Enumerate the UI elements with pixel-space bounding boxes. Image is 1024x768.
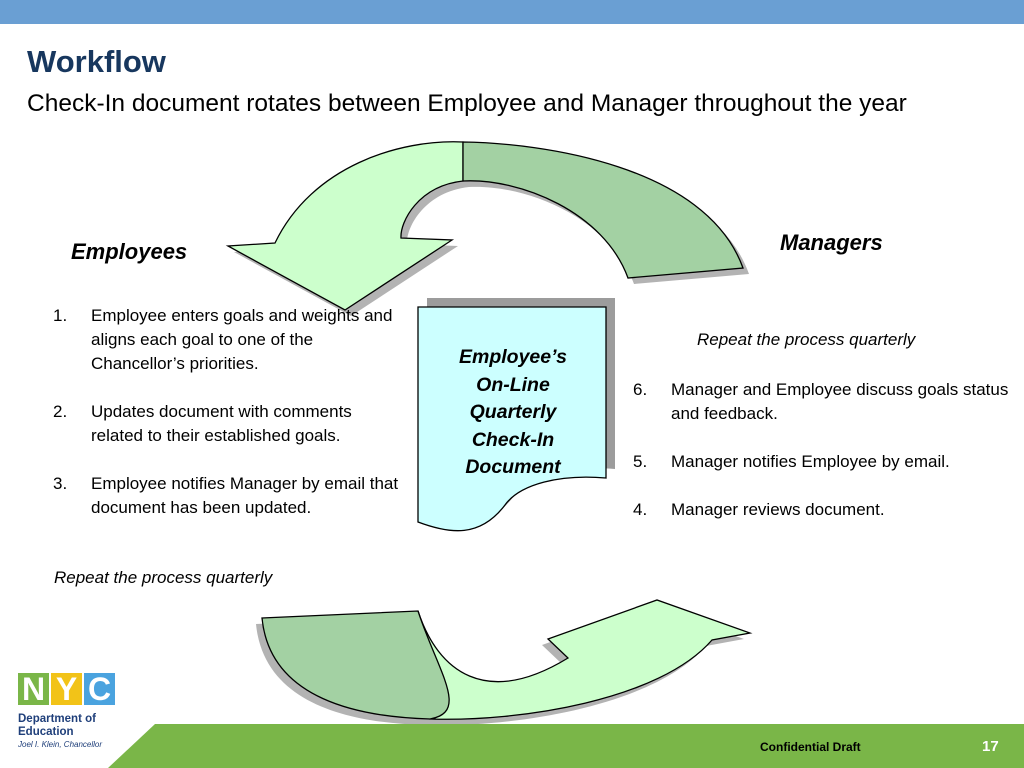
list-item <box>633 450 1018 474</box>
managers-label: Managers <box>780 230 883 255</box>
top-arrow-dark-part <box>463 142 743 278</box>
logo-letter-n: N <box>18 673 49 705</box>
step-text: Manager notifies Employee by email. <box>671 452 950 471</box>
top-cycle-arrow <box>228 142 749 316</box>
top-arrow-light-part <box>228 142 463 310</box>
step-number: 3. <box>53 474 68 493</box>
step-text: Manager and Employee discuss goals status and feedback. <box>671 380 1009 423</box>
list-item <box>53 472 403 520</box>
bottom-arrow-dark-part <box>262 611 449 719</box>
managers-repeat-note: Repeat the process quarterly <box>697 330 916 349</box>
page-subtitle: Check-In document rotates between Employee and Manager throughout the year <box>27 90 907 117</box>
document-label-line: Document <box>465 456 561 478</box>
step-number: 5. <box>633 452 648 471</box>
step-number: 4. <box>633 500 648 519</box>
page-title: Workflow <box>27 44 166 79</box>
step-number: 1. <box>53 306 68 325</box>
step-text: Employee enters goals and weights and aligns each goal to one of the Chancellor’s priorities. <box>91 306 393 373</box>
step-text: Employee notifies Manager by email that document has been updated. <box>91 474 399 517</box>
list-item <box>53 304 403 376</box>
document-label-line: Quarterly <box>469 401 557 423</box>
step-number: 2. <box>53 402 68 421</box>
employees-label: Employees <box>71 239 188 264</box>
document-label-line: On-Line <box>476 373 550 396</box>
bottom-arrow-light-part <box>418 600 750 719</box>
employee-steps-list <box>53 304 403 544</box>
bottom-cycle-arrow <box>256 600 750 725</box>
page-number: 17 <box>982 738 999 755</box>
list-item <box>53 400 403 448</box>
document-label-line: Employee’s <box>458 346 568 368</box>
logo-letter-c: C <box>84 673 115 705</box>
logo-name-line: Department of <box>18 713 96 725</box>
document-label <box>420 344 606 482</box>
nyc-doe-logo <box>18 673 128 753</box>
manager-steps-list <box>633 378 1018 546</box>
nyc-letters <box>18 673 128 705</box>
employees-repeat-note: Repeat the process quarterly <box>54 568 273 587</box>
list-item <box>633 378 1018 426</box>
logo-department-name <box>18 713 128 738</box>
step-text: Manager reviews document. <box>671 500 885 519</box>
logo-name-line: Education <box>18 725 74 738</box>
document-label-line: Check-In <box>471 428 555 451</box>
logo-letter-y: Y <box>51 673 82 705</box>
footer-band <box>108 724 1024 768</box>
list-item <box>633 498 1018 522</box>
step-number: 6. <box>633 380 648 399</box>
step-text: Updates document with comments related to their established goals. <box>91 402 352 445</box>
footer-confidential-label: Confidential Draft <box>760 740 861 754</box>
logo-chancellor: Joel I. Klein, Chancellor <box>18 740 103 749</box>
